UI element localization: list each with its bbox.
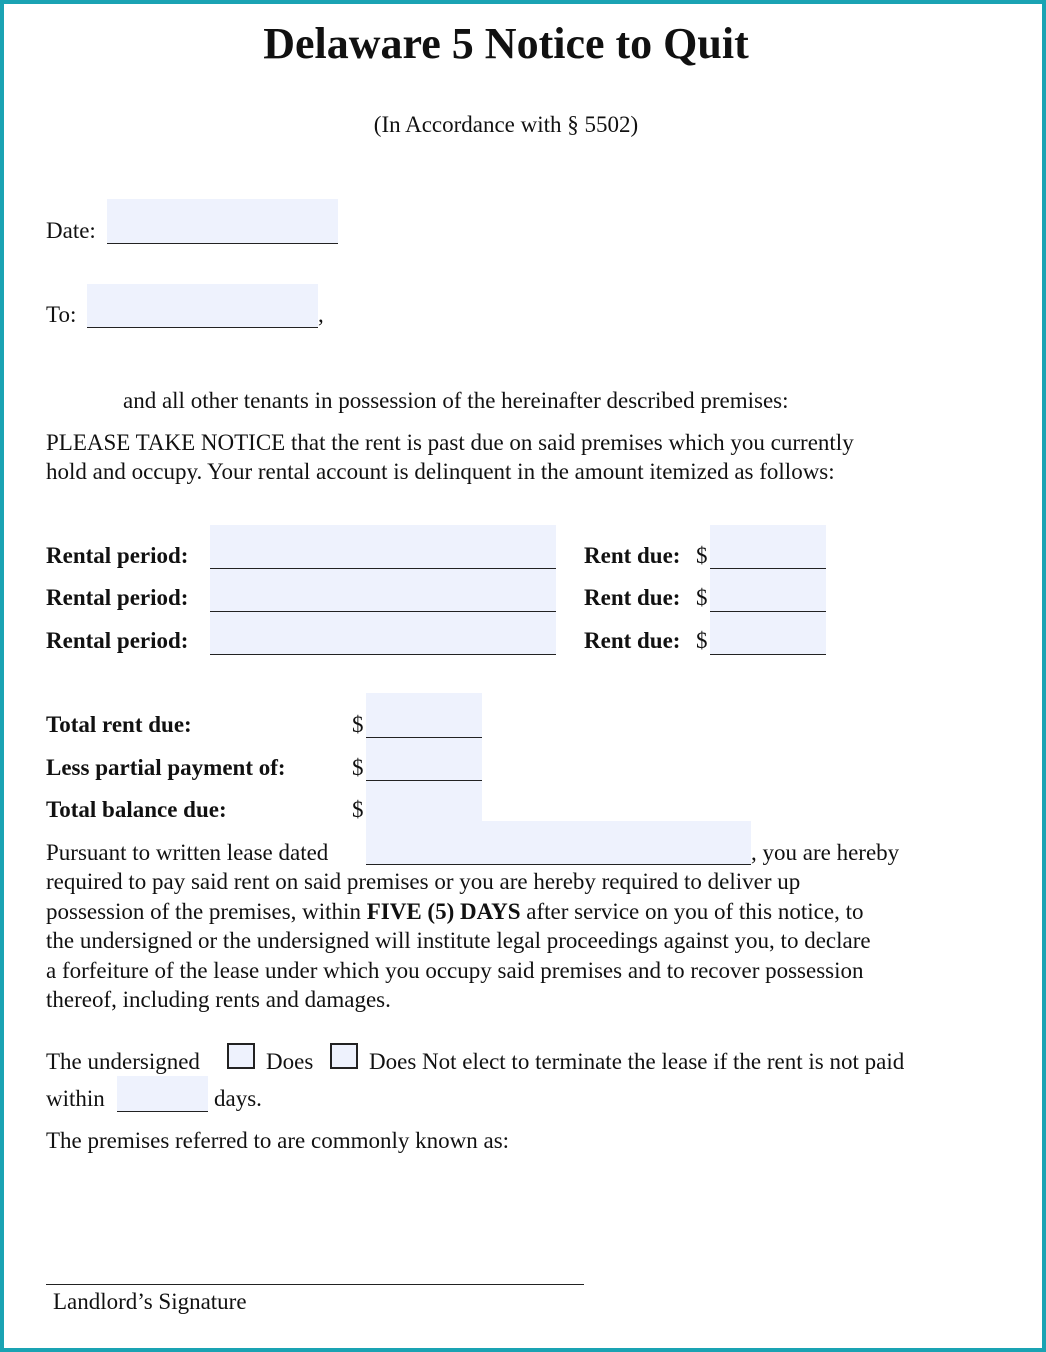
notice-line-1: PLEASE TAKE NOTICE that the rent is past due on said premises which you currently	[46, 430, 854, 455]
date-label: Date:	[46, 218, 96, 243]
does-not-label: Does Not elect to terminate the lease if the rent is not paid	[369, 1049, 905, 1074]
rent-due-dollar: $	[696, 628, 708, 653]
rent-due-field-1[interactable]	[710, 525, 826, 569]
rental-period-label: Rental period:	[46, 543, 189, 568]
rent-due-label: Rent due:	[584, 628, 681, 653]
partial-payment-field[interactable]	[366, 738, 482, 781]
lease-line-3	[46, 897, 863, 927]
does-label: Does	[266, 1049, 314, 1074]
days-field[interactable]	[117, 1076, 208, 1112]
rent-due-field-2[interactable]	[710, 569, 826, 612]
rent-due-label: Rent due:	[584, 585, 681, 610]
rental-period-field-1[interactable]	[210, 525, 556, 569]
rent-due-field-3[interactable]	[710, 612, 826, 655]
lease-line-1-start: Pursuant to written lease dated	[46, 840, 329, 865]
document-title: Delaware 5 Notice to Quit	[263, 19, 749, 68]
election-start: The undersigned	[46, 1049, 200, 1074]
to-comma: ,	[318, 302, 324, 327]
balance-due-dollar: $	[352, 797, 364, 822]
lease-line-3-start: possession of the premises, within	[46, 899, 361, 924]
rental-period-field-2[interactable]	[210, 569, 556, 612]
rental-period-field-3[interactable]	[210, 612, 556, 655]
days-label: days.	[214, 1086, 262, 1111]
signature-line[interactable]	[46, 1284, 584, 1285]
balance-due-field[interactable]	[366, 781, 482, 823]
lease-line-3-end: after service on you of this notice, to	[526, 899, 864, 924]
partial-payment-dollar: $	[352, 755, 364, 780]
notice-line-2: hold and occupy. Your rental account is delinquent in the amount itemized as follows:	[46, 459, 835, 484]
within-label: within	[46, 1086, 105, 1111]
lease-line-1-end: , you are hereby	[751, 840, 900, 865]
premises-label: The premises referred to are commonly known as:	[46, 1128, 510, 1153]
lease-line-2: required to pay said rent on said premises or you are hereby required to deliver up	[46, 869, 801, 894]
lease-line-6: thereof, including rents and damages.	[46, 987, 391, 1012]
tenants-line: and all other tenants in possession of the hereinafter described premises:	[123, 388, 789, 413]
does-not-checkbox[interactable]	[330, 1043, 358, 1069]
rent-due-label: Rent due:	[584, 543, 681, 568]
lease-date-field[interactable]	[366, 821, 751, 865]
rent-due-dollar: $	[696, 543, 708, 568]
to-label: To:	[46, 302, 77, 327]
lease-line-5: a forfeiture of the lease under which you occupy said premises and to recover possession	[46, 958, 864, 983]
total-rent-dollar: $	[352, 712, 364, 737]
document-subtitle: (In Accordance with § 5502)	[373, 112, 639, 137]
partial-payment-label: Less partial payment of:	[46, 755, 286, 780]
date-field[interactable]	[107, 199, 338, 244]
rental-period-label: Rental period:	[46, 628, 189, 653]
balance-due-label: Total balance due:	[46, 797, 227, 822]
total-rent-label: Total rent due:	[46, 712, 192, 737]
does-checkbox[interactable]	[227, 1043, 255, 1069]
rental-period-label: Rental period:	[46, 585, 189, 610]
total-rent-field[interactable]	[366, 693, 482, 738]
five-days-emphasis: FIVE (5) DAYS	[366, 899, 521, 924]
rent-due-dollar: $	[696, 585, 708, 610]
lease-line-4: the undersigned or the undersigned will institute legal proceedings against you, to declare	[46, 928, 871, 953]
signature-label: Landlord’s Signature	[53, 1289, 247, 1314]
to-field[interactable]	[87, 284, 318, 328]
